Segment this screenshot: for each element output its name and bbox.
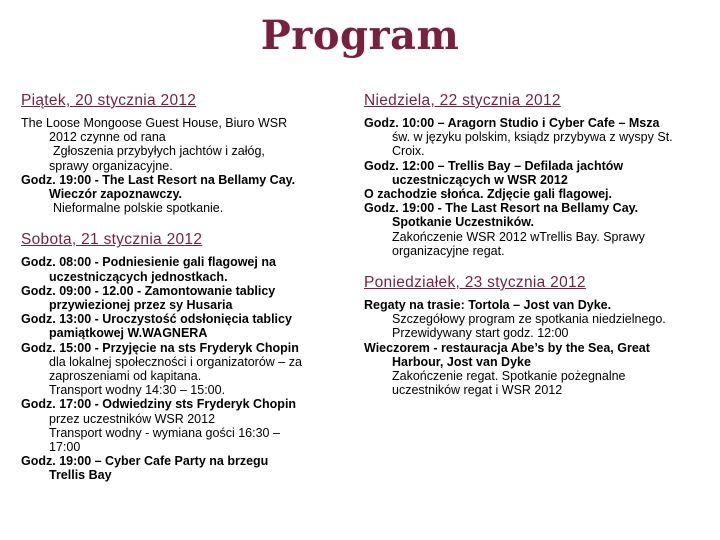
left-column — [21, 92, 347, 499]
saturday-section — [21, 231, 347, 482]
sunday-line: św. w języku polskim, ksiądz przybywa z wyspy St. — [392, 130, 673, 145]
day-heading-sunday: Niedziela, 22 stycznia 2012 — [364, 92, 561, 109]
monday-line: uczestników regat i WSR 2012 — [392, 383, 563, 398]
saturday-line: dla lokalnej społeczności i organizatorów – za — [49, 354, 302, 369]
saturday-line: Transport wodny - wymiana gości 16:30 – — [49, 425, 280, 440]
monday-line: Szczegółowy program ze spotkania niedzielnego. — [392, 312, 666, 327]
friday-line: Wieczór zapoznawczy. — [49, 187, 183, 202]
friday-line: Nieformalne polskie spotkanie. — [53, 201, 224, 216]
saturday-line: przez uczestników WSR 2012 — [49, 411, 216, 426]
monday-line: Harbour, Jost van Dyke — [392, 354, 531, 369]
monday-section — [364, 274, 714, 397]
saturday-line: zaproszeniami od kapitana. — [49, 369, 202, 384]
saturday-line: uczestniczących jednostkach. — [49, 269, 228, 284]
friday-line: 2012 czynne od rana — [49, 130, 166, 145]
sunday-line: Spotkanie Uczestników. — [392, 215, 534, 230]
friday-line: Godz. 19:00 - The Last Resort na Bellamy Cay. — [21, 172, 296, 187]
sunday-line: uczestniczących w WSR 2012 — [392, 172, 568, 187]
monday-line: Regaty na trasie: Tortola – Jost van Dyke. — [364, 298, 612, 313]
saturday-line: Godz. 15:00 - Przyjęcie na sts Fryderyk Chopin — [21, 340, 299, 355]
sunday-line: O zachodzie słońca. Zdjęcie gali flagowej. — [364, 187, 612, 202]
sunday-line: Zakończenie WSR 2012 wTrellis Bay. Sprawy — [392, 229, 645, 244]
saturday-line: Godz. 17:00 - Odwiedziny sts Fryderyk Chopin — [21, 397, 297, 412]
saturday-line: Trellis Bay — [49, 468, 112, 483]
day-heading-monday: Poniedziałek, 23 stycznia 2012 — [364, 274, 586, 292]
saturday-line: Transport wodny 14:30 – 15:00. — [49, 383, 226, 398]
monday-line: Zakończenie regat. Spotkanie pożegnalne — [392, 369, 626, 384]
friday-line: The Loose Mongoose Guest House, Biuro WSR — [21, 116, 288, 130]
saturday-line: 17:00 — [49, 440, 81, 455]
sunday-line: organizacyjne regat. — [392, 243, 505, 258]
saturday-line: Godz. 13:00 - Uroczystość odsłonięcia tablicy — [21, 312, 292, 327]
saturday-line: Godz. 09:00 - 12.00 - Zamontowanie tablicy — [21, 283, 276, 298]
friday-section — [21, 92, 347, 215]
saturday-line: przywiezionej przez sy Husaria — [49, 298, 233, 313]
saturday-line: Godz. 19:00 – Cyber Cafe Party na brzegu — [21, 454, 269, 469]
friday-line: Zgłoszenia przybyłych jachtów i załóg, — [53, 144, 265, 159]
monday-line: Przewidywany start godz. 12:00 — [392, 326, 569, 341]
day-heading-friday: Piątek, 20 stycznia 2012 — [21, 92, 197, 109]
sunday-section — [364, 92, 714, 258]
page-title: Program — [260, 12, 460, 59]
monday-line: Wieczorem - restauracja Abe’s by the Sea, Great — [364, 340, 650, 355]
friday-line: sprawy organizacyjne. — [49, 158, 173, 173]
saturday-line: Godz. 08:00 - Podniesienie gali flagowej na — [21, 255, 276, 270]
sunday-line: Croix. — [392, 144, 425, 159]
day-heading-saturday: Sobota, 21 stycznia 2012 — [21, 231, 203, 249]
right-column — [364, 92, 714, 413]
sunday-line: Godz. 19:00 - The Last Resort na Bellamy Cay. — [364, 201, 639, 216]
saturday-line: pamiątkowej W.WAGNERA — [49, 326, 208, 341]
sunday-line: Godz. 12:00 – Trellis Bay – Defilada jachtów — [364, 158, 624, 173]
sunday-line: Godz. 10:00 – Aragorn Studio i Cyber Cafe – Msza — [364, 116, 660, 130]
